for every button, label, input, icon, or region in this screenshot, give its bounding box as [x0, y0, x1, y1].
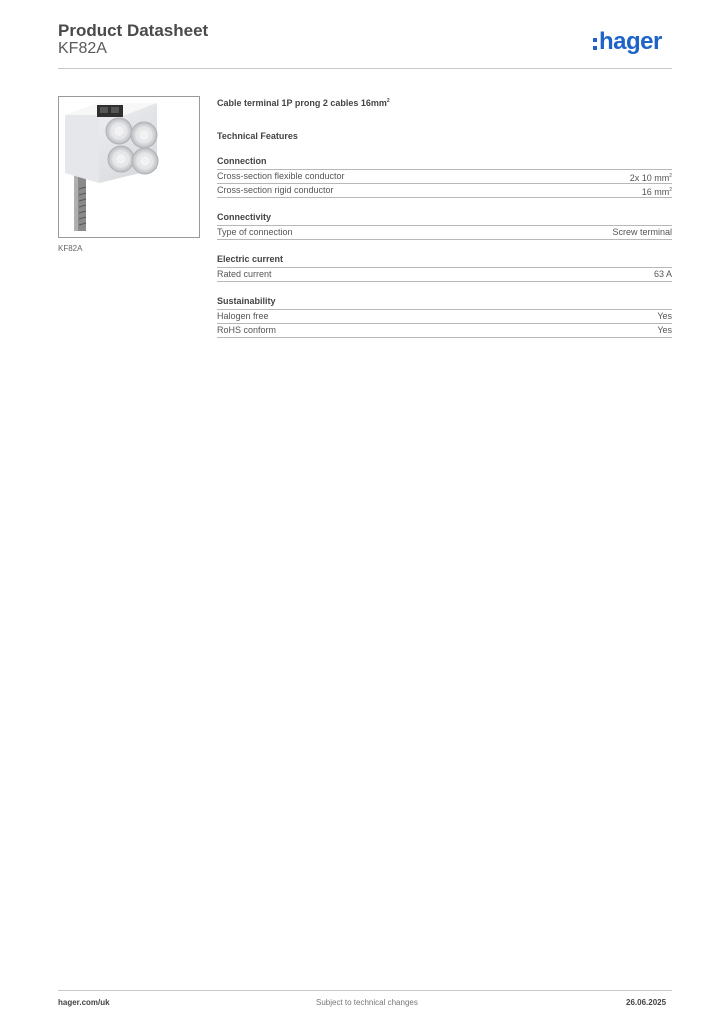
spec-value: Screw terminal [612, 227, 672, 237]
product-name-superscript: 2 [386, 98, 390, 104]
product-image [58, 96, 200, 238]
section-title: Connectivity [217, 211, 672, 226]
section-connectivity [217, 211, 672, 240]
spec-label: RoHS conform [217, 325, 277, 335]
spec-value-text: 2x 10 mm [629, 173, 670, 183]
spec-row [217, 324, 672, 338]
spec-row [217, 170, 672, 184]
spec-value-superscript: 2 [669, 187, 672, 193]
spec-value-superscript: 2 [669, 173, 672, 179]
spec-label: Cross-section rigid conductor [217, 185, 334, 195]
section-electric-current [217, 253, 672, 282]
page-title: Product Datasheet [58, 21, 209, 40]
header-divider [58, 68, 672, 69]
spec-value-text: 16 mm [641, 187, 670, 197]
spec-value [642, 184, 672, 197]
section-sustainability [217, 295, 672, 338]
footer-date: 26.06.2025 [626, 998, 667, 1007]
logo-wordmark: hager [599, 28, 662, 55]
cable-terminal-icon [59, 97, 199, 237]
spec-value: Yes [657, 311, 672, 321]
spec-label: Type of connection [217, 227, 293, 237]
spec-value [630, 170, 672, 183]
footer-divider [58, 990, 672, 991]
footer-website-link[interactable]: hager.com/uk [58, 998, 110, 1007]
section-connection [217, 155, 672, 198]
product-name-text: Cable terminal 1P prong 2 cables 16mm [217, 98, 387, 108]
hager-logo [593, 28, 662, 56]
datasheet-content [217, 94, 672, 338]
spec-value: Yes [657, 325, 672, 335]
spec-row [217, 226, 672, 240]
spec-row [217, 310, 672, 324]
section-title: Electric current [217, 253, 672, 268]
product-name [217, 94, 672, 108]
spec-row [217, 268, 672, 282]
spec-label: Rated current [217, 269, 272, 279]
spec-row [217, 184, 672, 198]
spec-label: Halogen free [217, 311, 269, 321]
spec-value: 63 A [653, 269, 672, 279]
section-title: Connection [217, 155, 672, 170]
image-caption: KF82A [58, 244, 83, 253]
technical-features-heading: Technical Features [217, 131, 298, 141]
spec-label: Cross-section flexible conductor [217, 171, 345, 181]
footer-notice: Subject to technical changes [316, 998, 418, 1007]
section-title: Sustainability [217, 295, 672, 310]
logo-dots-icon [593, 38, 597, 50]
product-reference: KF82A [58, 40, 107, 57]
